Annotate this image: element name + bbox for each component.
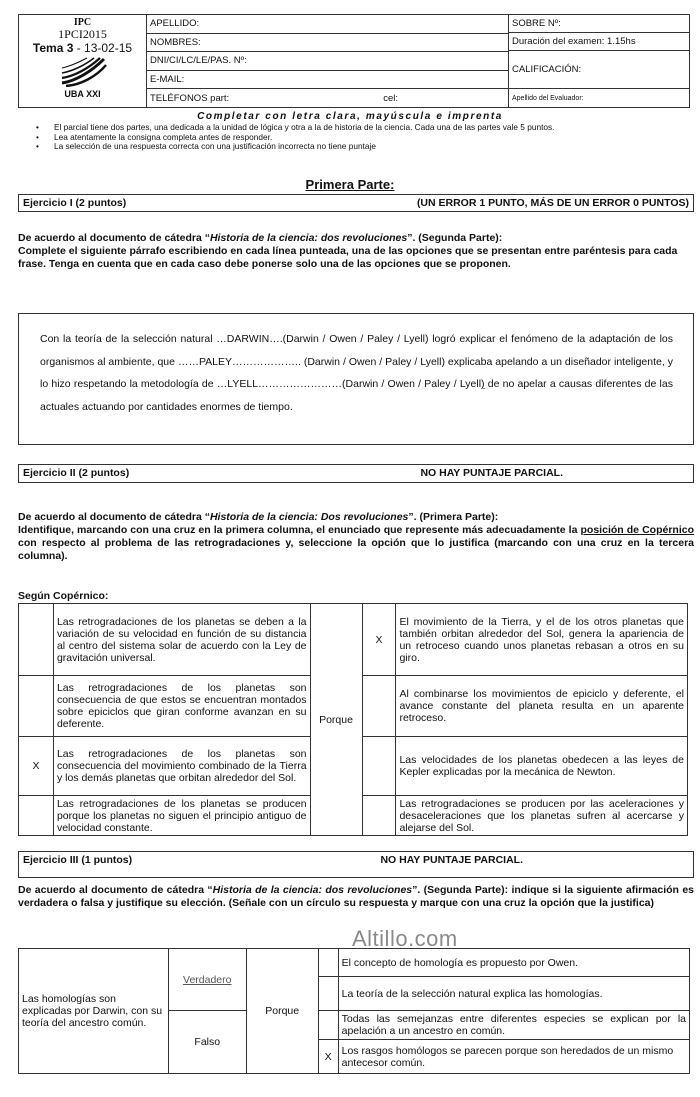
exercise-3-header — [18, 851, 694, 878]
justification-option: La teoría de la selección natural explica las homologías. — [338, 977, 689, 1011]
phone-field[interactable]: TELÉFONOS part: cel: — [150, 92, 398, 104]
exercise-2-scoring: NO HAY PUNTAJE PARCIAL. — [420, 467, 563, 479]
exercise-1-instruction: Complete el siguiente párrafo escribiendo en cada línea punteada, una de las opciones que se presentan entre paréntesis para cada frase. Tenga en cuenta que en cada caso debe ponerse solo una de las opciones que se proponen. — [18, 245, 678, 270]
homology-statement: Las homologías son explicadas por Darwin, con su teoría del ancestro común. — [19, 949, 169, 1074]
exercise-3-scoring: NO HAY PUNTAJE PARCIAL. — [380, 854, 523, 866]
justification-option: Todas las semejanzas entre diferentes especies se explican por la apelación a un ancestro en común. — [338, 1011, 689, 1040]
justification-option: Los rasgos homólogos se parecen porque son heredados de un mismo antecesor común. — [338, 1040, 689, 1074]
course-logo-block — [19, 15, 147, 107]
evaluador-field[interactable]: Apellido del Evaluador: — [512, 94, 584, 102]
right-mark-cell[interactable]: X — [362, 604, 396, 676]
watermark: Altillo.com — [352, 926, 458, 951]
exercise-3-title: Ejercicio III (1 puntos) — [23, 854, 133, 866]
falso-option[interactable]: Falso — [168, 1011, 246, 1074]
course-code: IPC — [73, 17, 92, 28]
right-mark-cell[interactable] — [362, 737, 396, 796]
left-mark-cell[interactable]: X — [19, 737, 54, 796]
justification-mark-cell[interactable] — [318, 1011, 338, 1040]
exercise-2-header — [18, 464, 694, 483]
instruction-item: • Lea atentamente la consigna completa antes de responder. — [36, 133, 676, 143]
exercise-1-answer-box[interactable]: Con la teoría de la selección natural …DARWIN….(Darwin / Owen / Paley / Lyell) logró explicar el fenómeno de la adaptación de los organismos al ambiente, que ……PALEY……………….. (Darwin / Owen / Paley / Lyell) explicaba apelando a un diseñador inteligente, y lo hizo respetando la metodología de …LYELL……………………(Darwin / Owen / Paley / Lyell) de no apelar a causas diferentes de las actuales actuando por cantidades enormes de tiempo. — [18, 313, 694, 445]
dni-field[interactable]: DNI/CI/LC/LE/PAS. Nº: — [147, 52, 508, 71]
exercise-3-intro: De acuerdo al documento de cátedra “Historia de la ciencia: dos revoluciones”. (Segunda Parte): indique si la siguiente afirmación es verdadera o falsa y justifique su elección. (Señale con un círculo su respuesta y marque con una cruz la opción que la justifica) — [18, 884, 695, 909]
exercise-2-intro: De acuerdo al documento de cátedra “Historia de la ciencia: Dos revoluciones”. (Primera Parte): — [18, 511, 499, 523]
exercise-2-title: Ejercicio II (2 puntos) — [23, 467, 130, 479]
justification-option: Las velocidades de los planetas obedecen a las leyes de Kepler explicadas por la mecánica de Newton. — [396, 737, 688, 796]
justification-option: El movimiento de la Tierra, y el de los otros planetas que también orbitan alrededor del Sol, genera la apariencia de un retroceso cuando unos planetas rebasan a otros en su giro. — [396, 604, 688, 676]
right-mark-cell[interactable] — [362, 676, 396, 737]
left-mark-cell[interactable] — [19, 796, 54, 836]
instruction-item: • La selección de una respuesta correcta con una justificación incorrecta no tiene puntaje — [36, 142, 676, 152]
statement-option: Las retrogradaciones de los planetas son consecuencia del movimiento combinado de la Tierra y los demás planetas que orbitan alrededor del Sol. — [53, 737, 310, 796]
instruction-item: • El parcial tiene dos partes, una dedicada a la unidad de lógica y otra a la de historia de la ciencia. Cada una de las partes vale 5 puntos. — [36, 123, 676, 133]
justification-mark-cell[interactable] — [318, 949, 338, 977]
verdadero-option[interactable]: Verdadero — [168, 949, 246, 1011]
sobre-field[interactable]: SOBRE Nº: — [509, 15, 689, 33]
left-mark-cell[interactable] — [19, 676, 54, 737]
exercise-1-intro: De acuerdo al documento de cátedra “Historia de la ciencia: dos revoluciones”. (Segunda Parte): — [18, 232, 503, 244]
justification-option: Las retrogradaciones se producen por las aceleraciones y desaceleraciones que los planetas sufren al acercarse y alejarse del Sol. — [396, 796, 688, 836]
left-mark-cell[interactable] — [19, 604, 54, 676]
exercise-1-header — [18, 194, 694, 212]
statement-option: Las retrogradaciones de los planetas se producen porque los planetas no siguen el principio antiguo de velocidad constante. — [53, 796, 310, 836]
email-field[interactable]: E-MAIL: — [147, 71, 508, 90]
porque-label: Porque — [310, 604, 362, 836]
statement-option: Las retrogradaciones de los planetas se deben a la variación de su velocidad en función de su distancia al centro del sistema solar de acuerdo con la Ley de gravitación universal. — [53, 604, 310, 676]
grading-fields — [509, 15, 689, 107]
exercise-3-table — [18, 948, 690, 1074]
general-instructions — [36, 123, 676, 152]
uba-xxi-logo-icon — [58, 57, 108, 87]
part-title: Primera Parte: — [305, 177, 395, 192]
fill-instructions: Completar con letra clara, mayúscula e imprenta — [197, 111, 503, 122]
completion-paragraph: Con la teoría de la selección natural …DARWIN….(Darwin / Owen / Paley / Lyell) logró explicar el fenómeno de la adaptación de los organismos al ambiente, que ……PALEY……………….. (Darwin / Owen / Paley / Lyell) explicaba apelando a un diseñador inteligente, y lo hizo respetando la metodología de …LYELL……………………(Darwin / Owen / Paley / Lyell — [40, 333, 673, 390]
exam-code: 1PCI2015 — [58, 27, 107, 41]
duration-label: Duración del examen: 1.15hs — [509, 33, 689, 51]
calificacion-field[interactable]: CALIFICACIÓN: — [509, 51, 689, 89]
justification-mark-cell[interactable] — [318, 977, 338, 1011]
porque-label: Porque — [246, 949, 318, 1074]
exam-header — [18, 14, 690, 108]
student-fields — [147, 15, 509, 107]
right-mark-cell[interactable] — [362, 796, 396, 836]
exam-topic: Tema 3 - 13-02-15 — [32, 41, 133, 55]
exercise-2-table — [18, 603, 688, 836]
segun-copernico-label: Según Copérnico: — [18, 590, 109, 602]
justification-mark-cell[interactable]: X — [318, 1040, 338, 1074]
statement-option: Las retrogradaciones de los planetas son consecuencia de que estos se encuentran montados sobre epiciclos que giran conforme avanzan en su deferente. — [53, 676, 310, 737]
exercise-1-title: Ejercicio I (2 puntos) — [23, 197, 127, 209]
justification-option: Al combinarse los movimientos de epiciclo y deferente, el avance constante del planeta resulta en un aparente retroceso. — [396, 676, 688, 737]
nombres-field[interactable]: NOMBRES: — [147, 34, 508, 53]
apellido-field[interactable]: APELLIDO: — [147, 15, 508, 34]
exercise-1-scoring: (UN ERROR 1 PUNTO, MÁS DE UN ERROR 0 PUNTOS) — [416, 197, 689, 209]
justification-option: El concepto de homología es propuesto por Owen. — [338, 949, 689, 977]
exercise-2-instruction: Identifique, marcando con una cruz en la primera columna, el enunciado que represente más adecuadamente la posición de Copérnico con respecto al problema de las retrogradaciones y, seleccione la opción que lo justifica (marcando con una cruz en la tercera columna). — [18, 524, 694, 562]
uba-xxi-caption: UBA XXI — [64, 89, 101, 99]
